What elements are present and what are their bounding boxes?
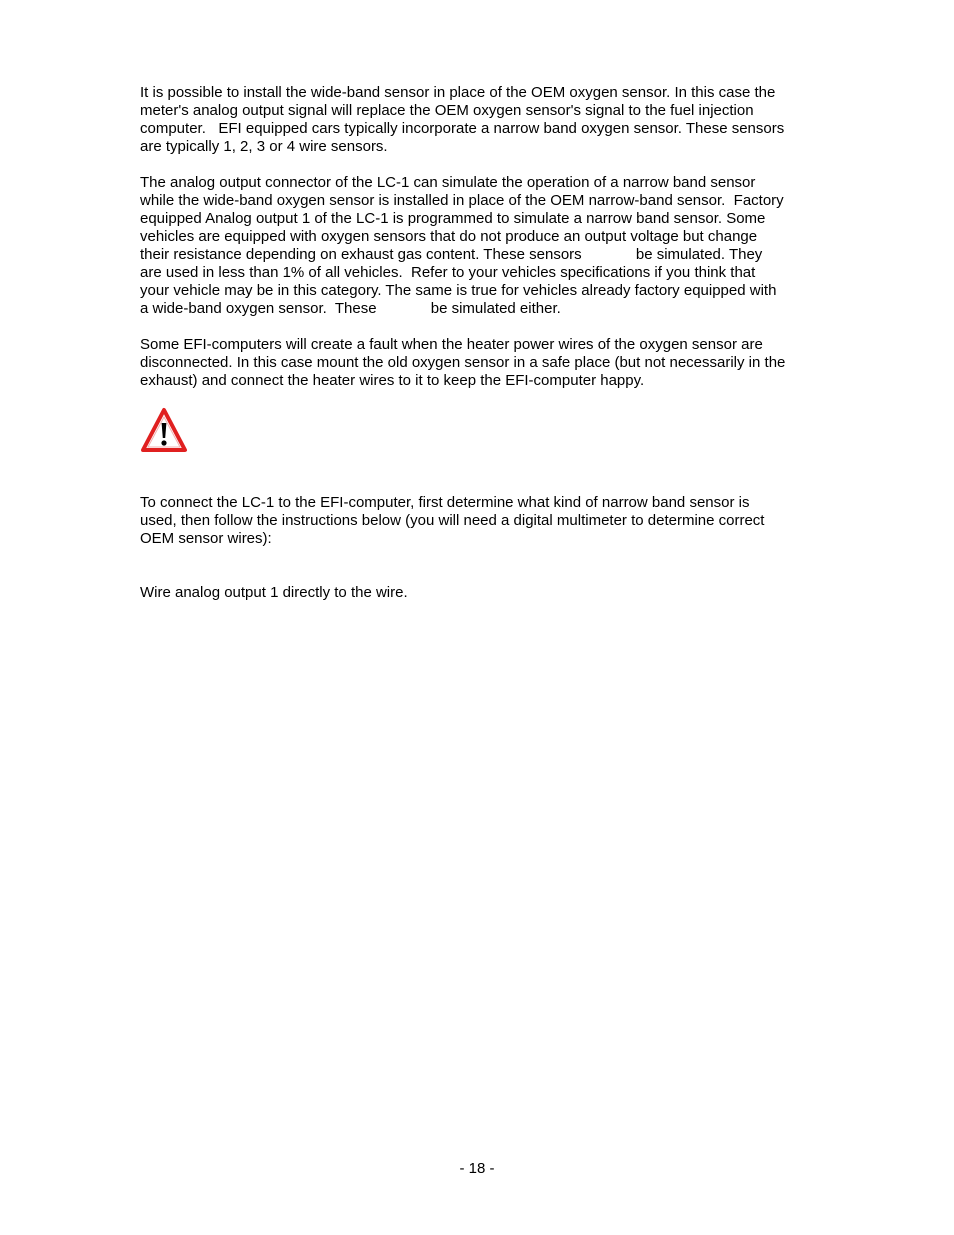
text-line: equipped Analog output 1 of the LC-1 is programmed to simulate a narrow band sensor. Some (140, 210, 766, 227)
text-line: their resistance depending on exhaust gas content. These sensors be simulated. They (140, 246, 763, 263)
text-line: disconnected. In this case mount the old oxygen sensor in a safe place (but not necessarily in the (140, 354, 786, 371)
text-line: are typically 1, 2, 3 or 4 wire sensors. (140, 138, 388, 155)
text-line: a wide-band oxygen sensor. These be simulated either. (140, 300, 561, 317)
text-line: Wire analog output 1 directly to the wire. (140, 584, 408, 601)
text-line: It is possible to install the wide-band sensor in place of the OEM oxygen sensor. In this case the (140, 84, 776, 101)
text-line: your vehicle may be in this category. The same is true for vehicles already factory equipped with (140, 282, 777, 299)
text-line: Some EFI-computers will create a fault when the heater power wires of the oxygen sensor are (140, 336, 763, 353)
text-line: computer. EFI equipped cars typically incorporate a narrow band oxygen sensor. These sensors (140, 120, 785, 137)
paragraph-analog-output (140, 174, 830, 318)
paragraph-heater-fault (140, 336, 830, 390)
warning-triangle-icon (140, 407, 188, 453)
text-line: while the wide-band oxygen sensor is installed in place of the OEM narrow-band sensor. Factory (140, 192, 784, 209)
text-line: are used in less than 1% of all vehicles. Refer to your vehicles specifications if you think that (140, 264, 756, 281)
text-line: The analog output connector of the LC-1 can simulate the operation of a narrow band sensor (140, 174, 756, 191)
paragraph-wire-analog (140, 584, 830, 602)
text-line: used, then follow the instructions below (you will need a digital multimeter to determine correct (140, 512, 765, 529)
text-line: vehicles are equipped with oxygen sensors that do not produce an output voltage but change (140, 228, 758, 245)
text-line: meter's analog output signal will replace the OEM oxygen sensor's signal to the fuel injection (140, 102, 754, 119)
paragraph-connect-instructions (140, 494, 830, 548)
paragraph-oem-replacement (140, 84, 830, 156)
text-line: exhaust) and connect the heater wires to it to keep the EFI-computer happy. (140, 372, 645, 389)
text-line: To connect the LC-1 to the EFI-computer, first determine what kind of narrow band sensor is (140, 494, 750, 511)
text-line: OEM sensor wires): (140, 530, 272, 547)
page-number: - 18 - (459, 1160, 495, 1177)
